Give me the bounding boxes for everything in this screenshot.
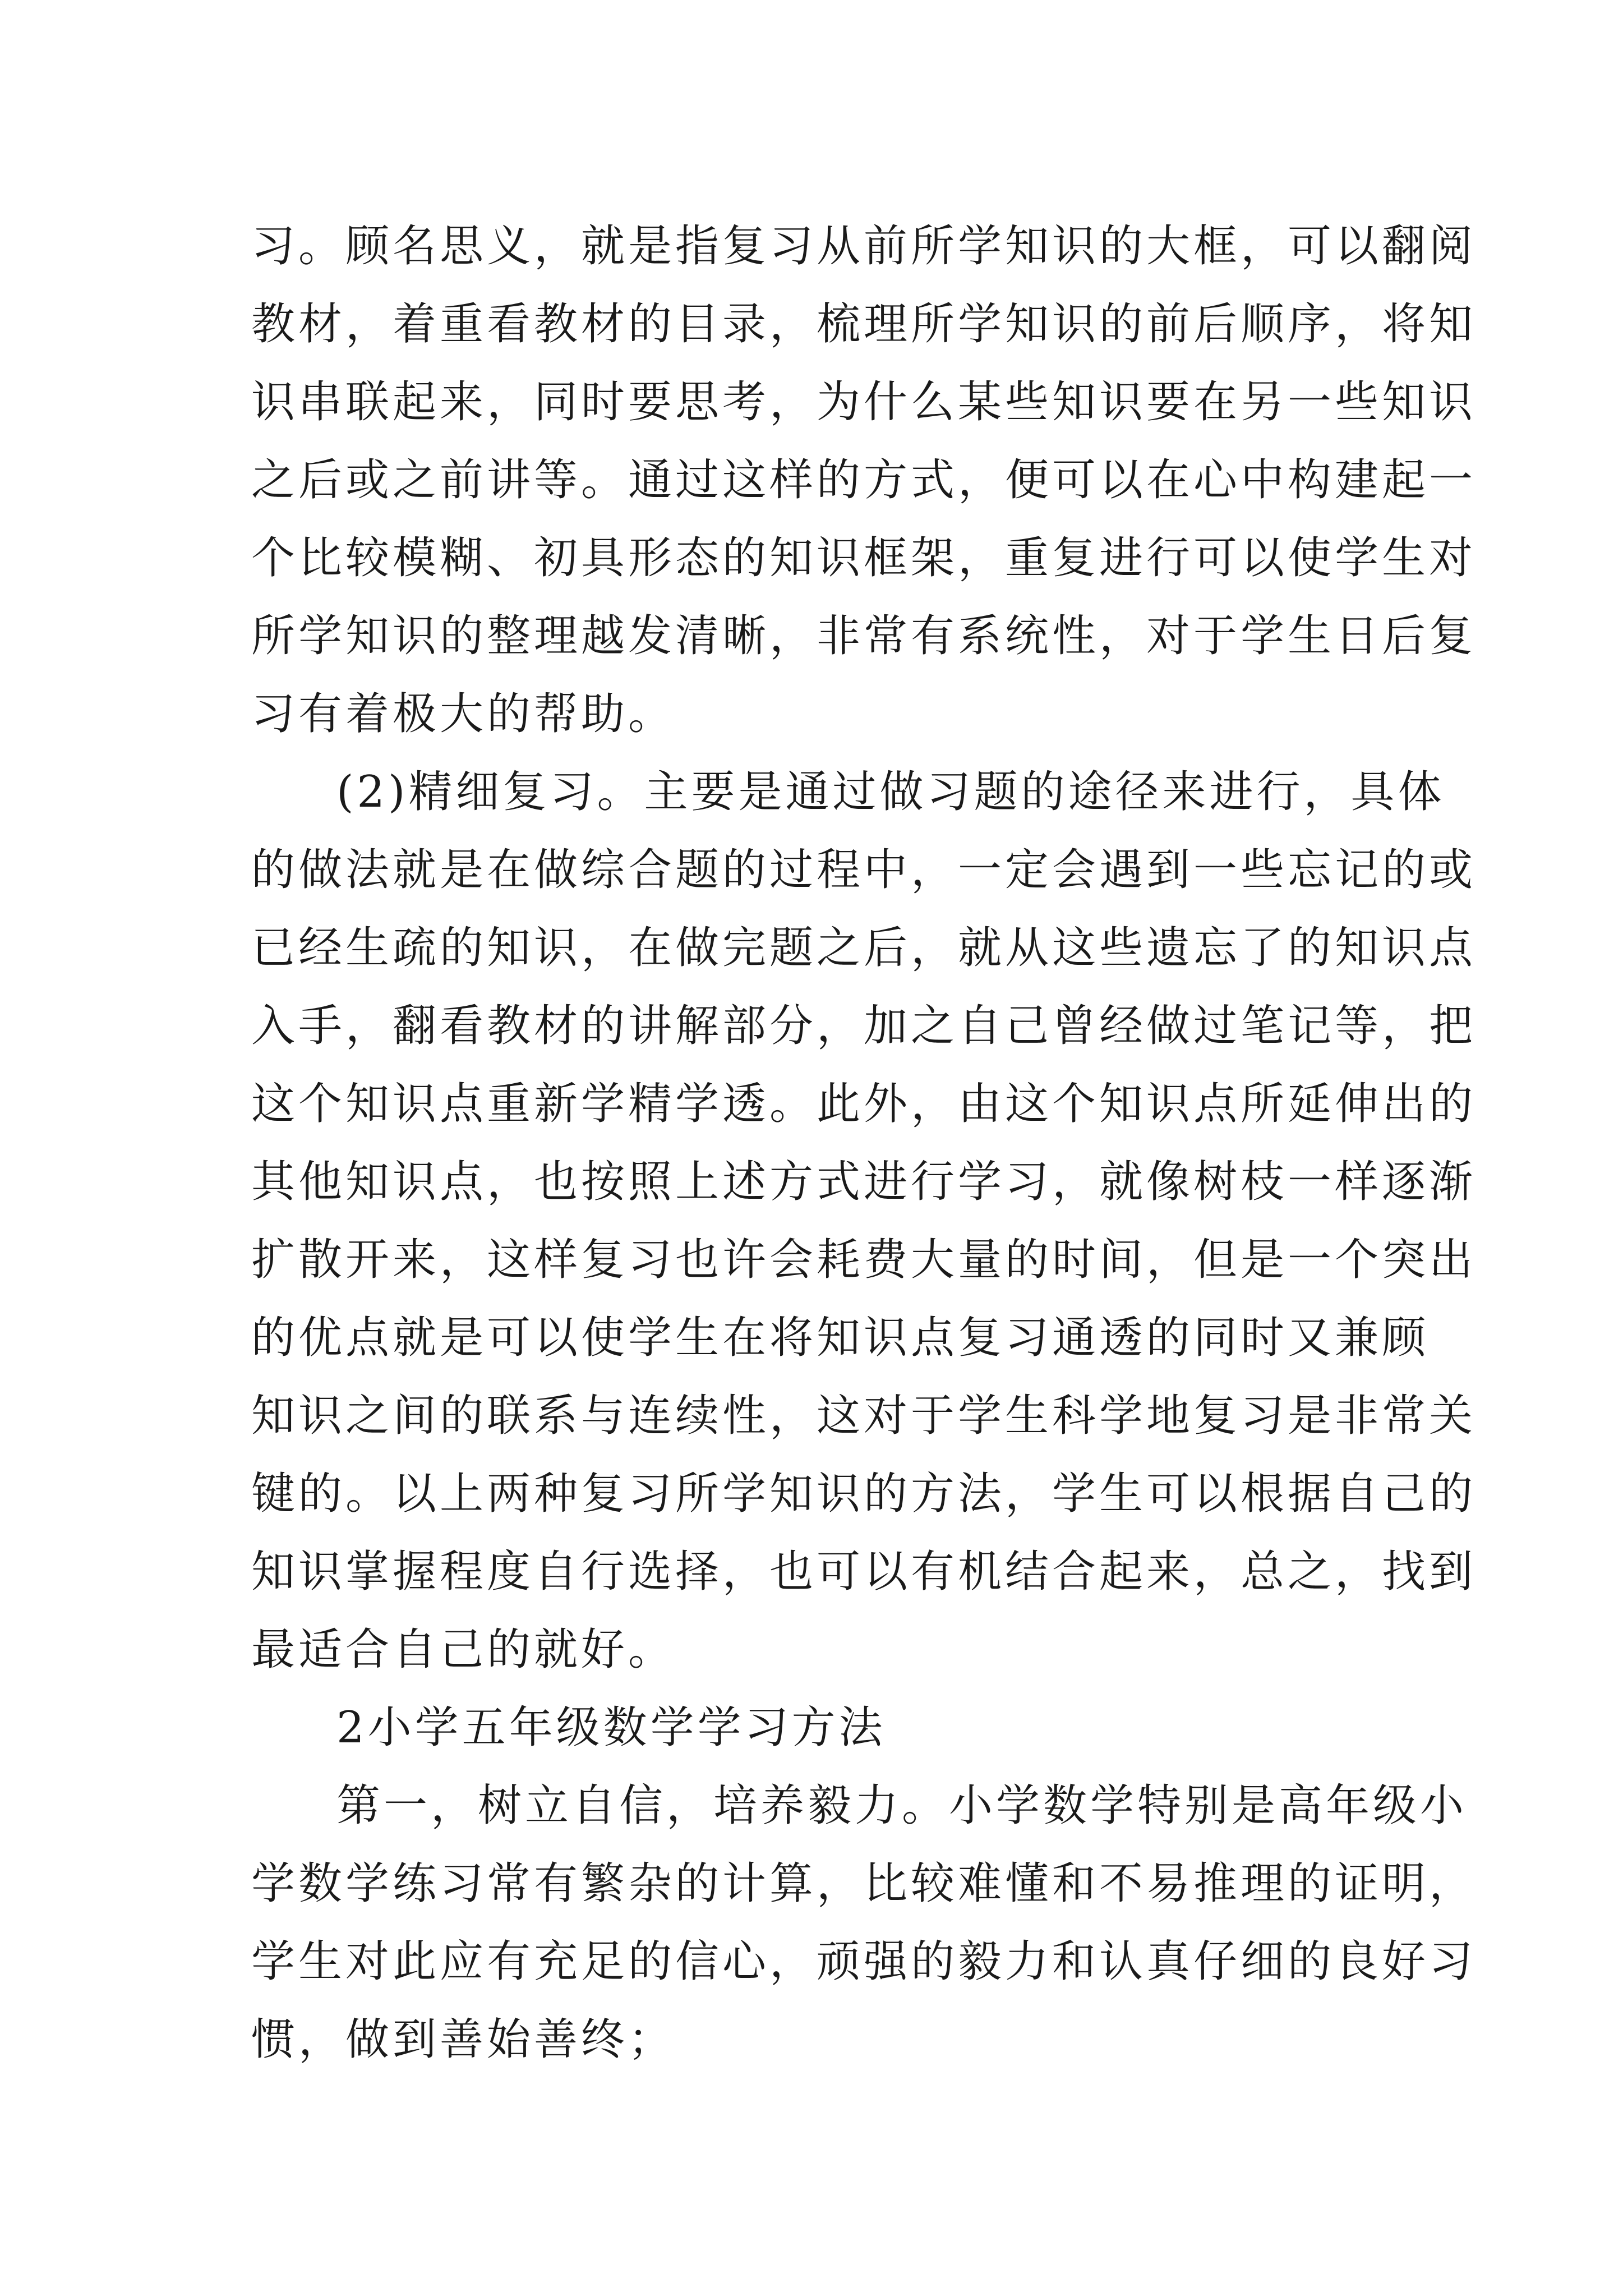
text-line: 知识之间的联系与连续性，这对于学生科学地复习是非常关 (251, 1391, 1477, 1441)
text-line: 第一，树立自信，培养毅力。小学数学特别是高年级小 (336, 1780, 1468, 1831)
document-body (251, 208, 1477, 2079)
text-line: 其他知识点，也按照上述方式进行学习，就像树枝一样逐渐 (251, 1157, 1477, 1207)
text-line: 入手，翻看教材的讲解部分，加之自己曾经做过笔记等，把 (251, 1001, 1477, 1051)
text-line: 学数学练习常有繁杂的计算，比较难懂和不易推理的证明， (251, 1858, 1477, 1909)
text-line: 扩散开来，这样复习也许会耗费大量的时间，但是一个突出 (251, 1235, 1477, 1285)
text-line: 已经生疏的知识，在做完题之后，就从这些遗忘了的知识点 (251, 923, 1477, 973)
text-line: 知识掌握程度自行选择，也可以有机结合起来，总之，找到 (251, 1547, 1477, 1597)
text-line: 学生对此应有充足的信心，顽强的毅力和认真仔细的良好习 (251, 1936, 1477, 1987)
text-line: 所学知识的整理越发清晰，非常有系统性，对于学生日后复 (251, 611, 1477, 661)
text-line: 的优点就是可以使学生在将知识点复习通透的同时又兼顾 (251, 1313, 1430, 1363)
text-line: 习。顾名思义，就是指复习从前所学知识的大框，可以翻阅 (251, 221, 1477, 272)
text-line: 教材，着重看教材的目录，梳理所学知识的前后顺序，将知 (251, 299, 1477, 349)
text-line: 识串联起来，同时要思考，为什么某些知识要在另一些知识 (251, 377, 1477, 427)
text-line: 个比较模糊、初具形态的知识框架，重复进行可以使学生对 (251, 533, 1477, 583)
text-line: 这个知识点重新学精学透。此外，由这个知识点所延伸出的 (251, 1079, 1477, 1129)
text-line: 习有着极大的帮助。 (251, 689, 676, 739)
text-line: 键的。以上两种复习所学知识的方法，学生可以根据自己的 (251, 1469, 1477, 1519)
text-line: 最适合自己的就好。 (251, 1625, 676, 1675)
text-line: 2小学五年级数学学习方法 (336, 1703, 886, 1753)
text-line: 之后或之前讲等。通过这样的方式，便可以在心中构建起一 (251, 455, 1477, 505)
text-line: (2)精细复习。主要是通过做习题的途径来进行，具体 (336, 767, 1445, 817)
text-line: 的做法就是在做综合题的过程中，一定会遇到一些忘记的或 (251, 845, 1477, 895)
text-line: 惯，做到善始善终； (251, 2014, 676, 2065)
